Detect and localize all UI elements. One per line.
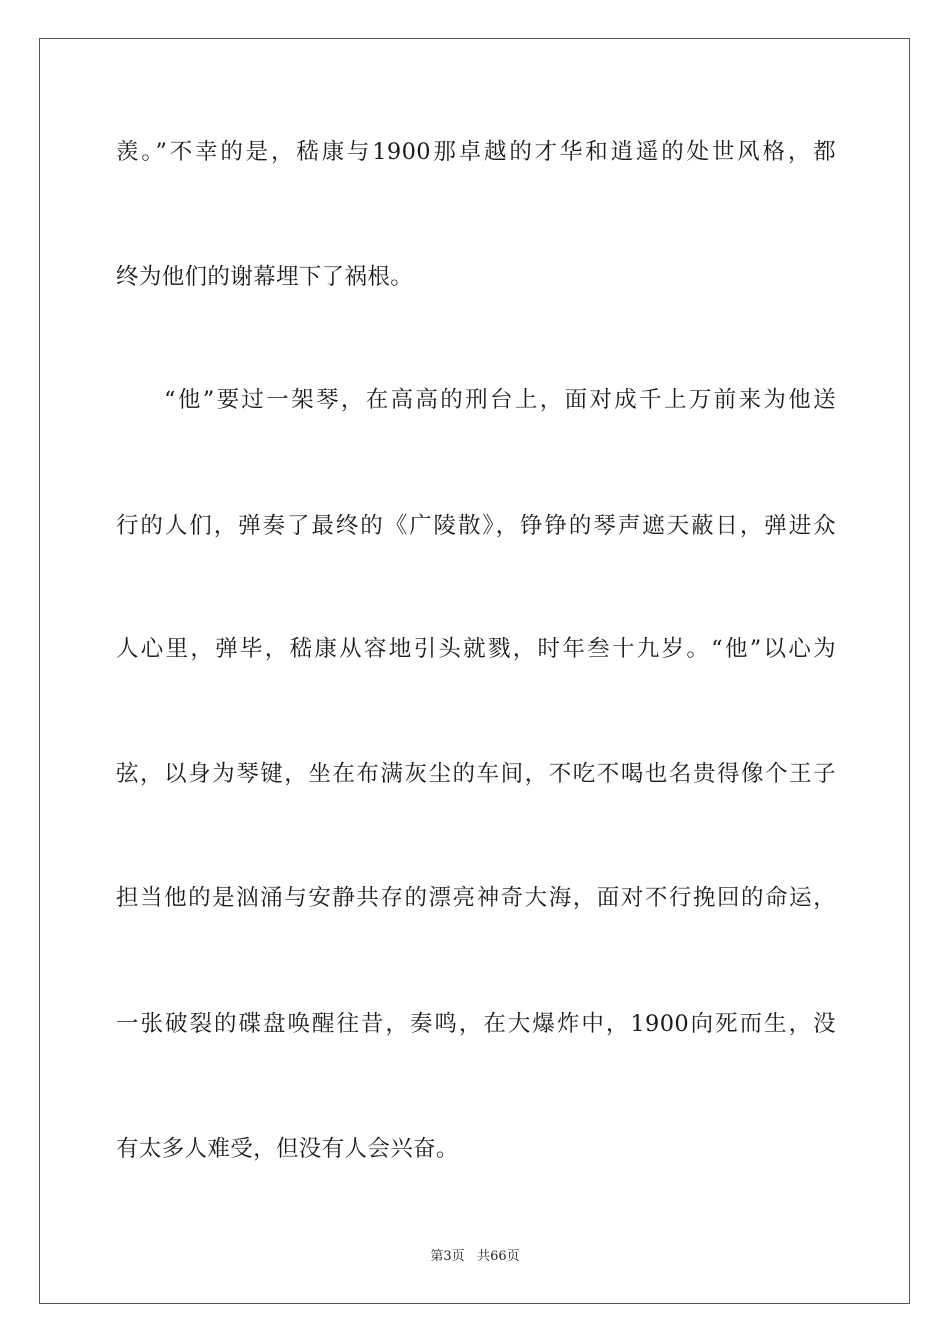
body-text-line: 终为他们的谢幕埋下了祸根。 [116,264,414,290]
body-text-line: 人心里，弹毕，嵇康从容地引头就戮，时年叁十九岁。“他”以心为 [116,636,836,662]
page-border [39,38,910,1304]
body-text-line: 担当他的是汹涌与安静共存的漂亮神奇大海，面对不行挽回的命运， [116,885,836,911]
body-text-line: 弦，以身为琴键，坐在布满灰尘的车间，不吃不喝也名贵得像个王子 [116,761,836,787]
body-text-line: 行的人们，弹奏了最终的《广陵散》，铮铮的琴声遮天蔽日，弹进众 [116,513,836,539]
body-text-line: 一张破裂的碟盘唤醒往昔，奏鸣，在大爆炸中，1900向死而生，没 [116,1011,836,1037]
total-pages: 共66页 [477,1249,520,1264]
body-text-line: 有太多人难受，但没有人会兴奋。 [116,1136,459,1162]
body-text-line: 羡。”不幸的是，嵇康与1900那卓越的才华和逍遥的处世风格，都 [116,139,836,165]
paragraph-first-line: “他”要过一架琴，在高高的刑台上，面对成千上万前来为他送 [164,387,836,413]
page-number: 第3页 [430,1249,465,1264]
page-footer [0,1248,950,1266]
